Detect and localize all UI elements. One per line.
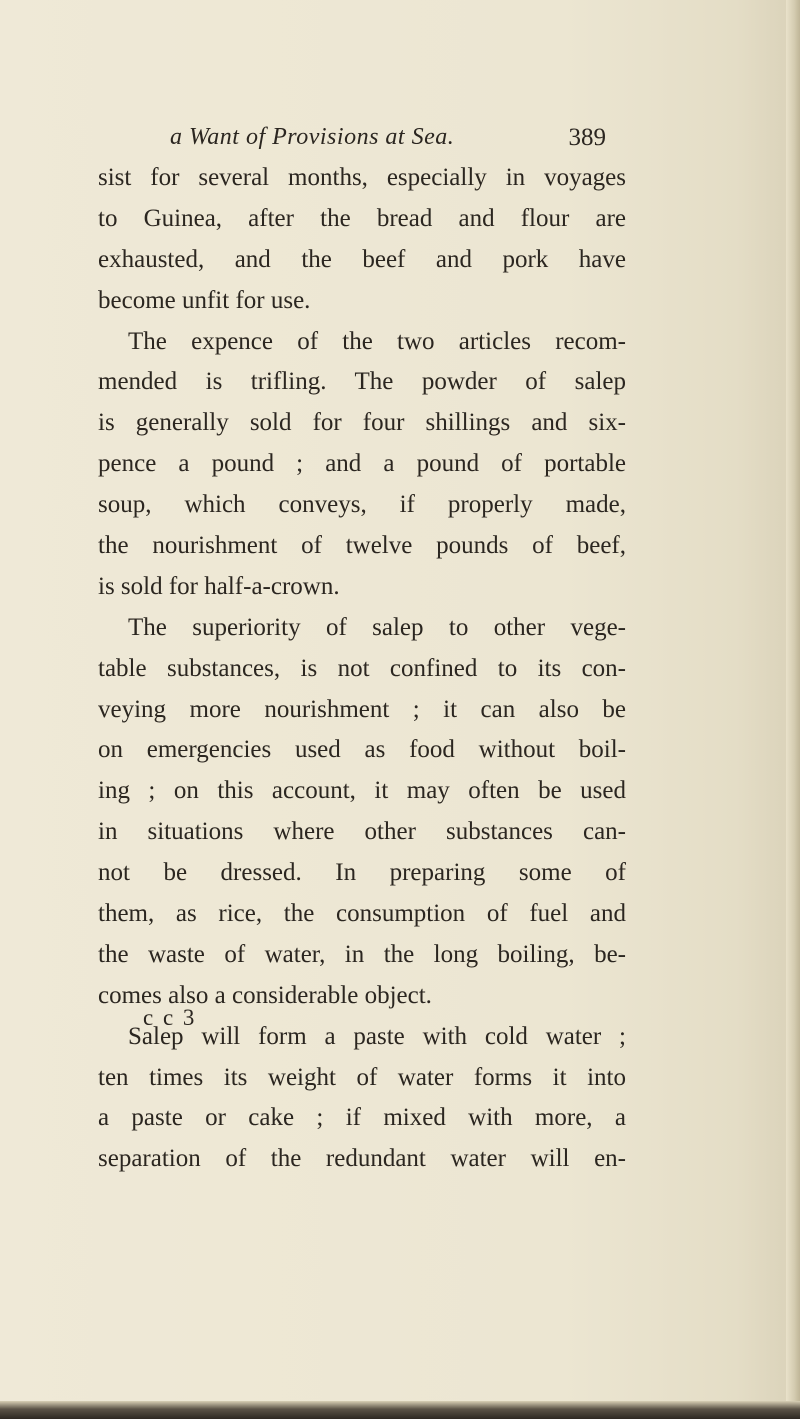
text-line: to Guinea, after the bread and flour are bbox=[98, 204, 626, 232]
text-line: the waste of water, in the long boiling, be- bbox=[98, 940, 626, 968]
text-line: The superiority of salep to other vege- bbox=[128, 613, 626, 641]
text-line: soup, which conveys, if properly made, bbox=[98, 491, 626, 519]
text-line: comes also a considerable object. bbox=[98, 981, 432, 1009]
text-line: mended is trifling. The powder of salep bbox=[98, 368, 626, 396]
page-number: 389 bbox=[568, 124, 606, 151]
text-line: pence a pound ; and a pound of portable bbox=[98, 450, 626, 478]
text-line: not be dressed. In preparing some of bbox=[98, 859, 626, 887]
running-title: a Want of Provisions at Sea. bbox=[170, 124, 455, 150]
text-line: the nourishment of twelve pounds of beef, bbox=[98, 532, 626, 560]
text-line: ing ; on this account, it may often be used bbox=[98, 777, 626, 805]
text-line: table substances, is not confined to its con- bbox=[98, 654, 626, 682]
text-line: The expence of the two articles recom- bbox=[128, 327, 626, 355]
text-line: become unfit for use. bbox=[98, 286, 311, 314]
text-line: veying more nourishment ; it can also be bbox=[98, 695, 626, 723]
text-line: is generally sold for four shillings and six- bbox=[98, 409, 626, 437]
text-line: ten times its weight of water forms it into bbox=[98, 1063, 626, 1091]
text-line: them, as rice, the consumption of fuel and bbox=[98, 900, 626, 928]
text-line: a paste or cake ; if mixed with more, a bbox=[98, 1104, 626, 1132]
text-line: on emergencies used as food without boil- bbox=[98, 736, 626, 764]
text-line: sist for several months, especially in voyages bbox=[98, 164, 626, 191]
page-right-edge bbox=[786, 0, 800, 1419]
text-line: is sold for half-a-crown. bbox=[98, 572, 340, 600]
text-line: exhausted, and the beef and pork have bbox=[98, 245, 626, 273]
text-line: in situations where other substances can- bbox=[98, 818, 626, 846]
text-line: Salep will form a paste with cold water ; bbox=[128, 1022, 626, 1050]
signature-mark: c c 3 bbox=[143, 1005, 197, 1030]
page-bottom-edge bbox=[0, 1401, 800, 1419]
text-line: separation of the redundant water will en- bbox=[98, 1145, 626, 1173]
